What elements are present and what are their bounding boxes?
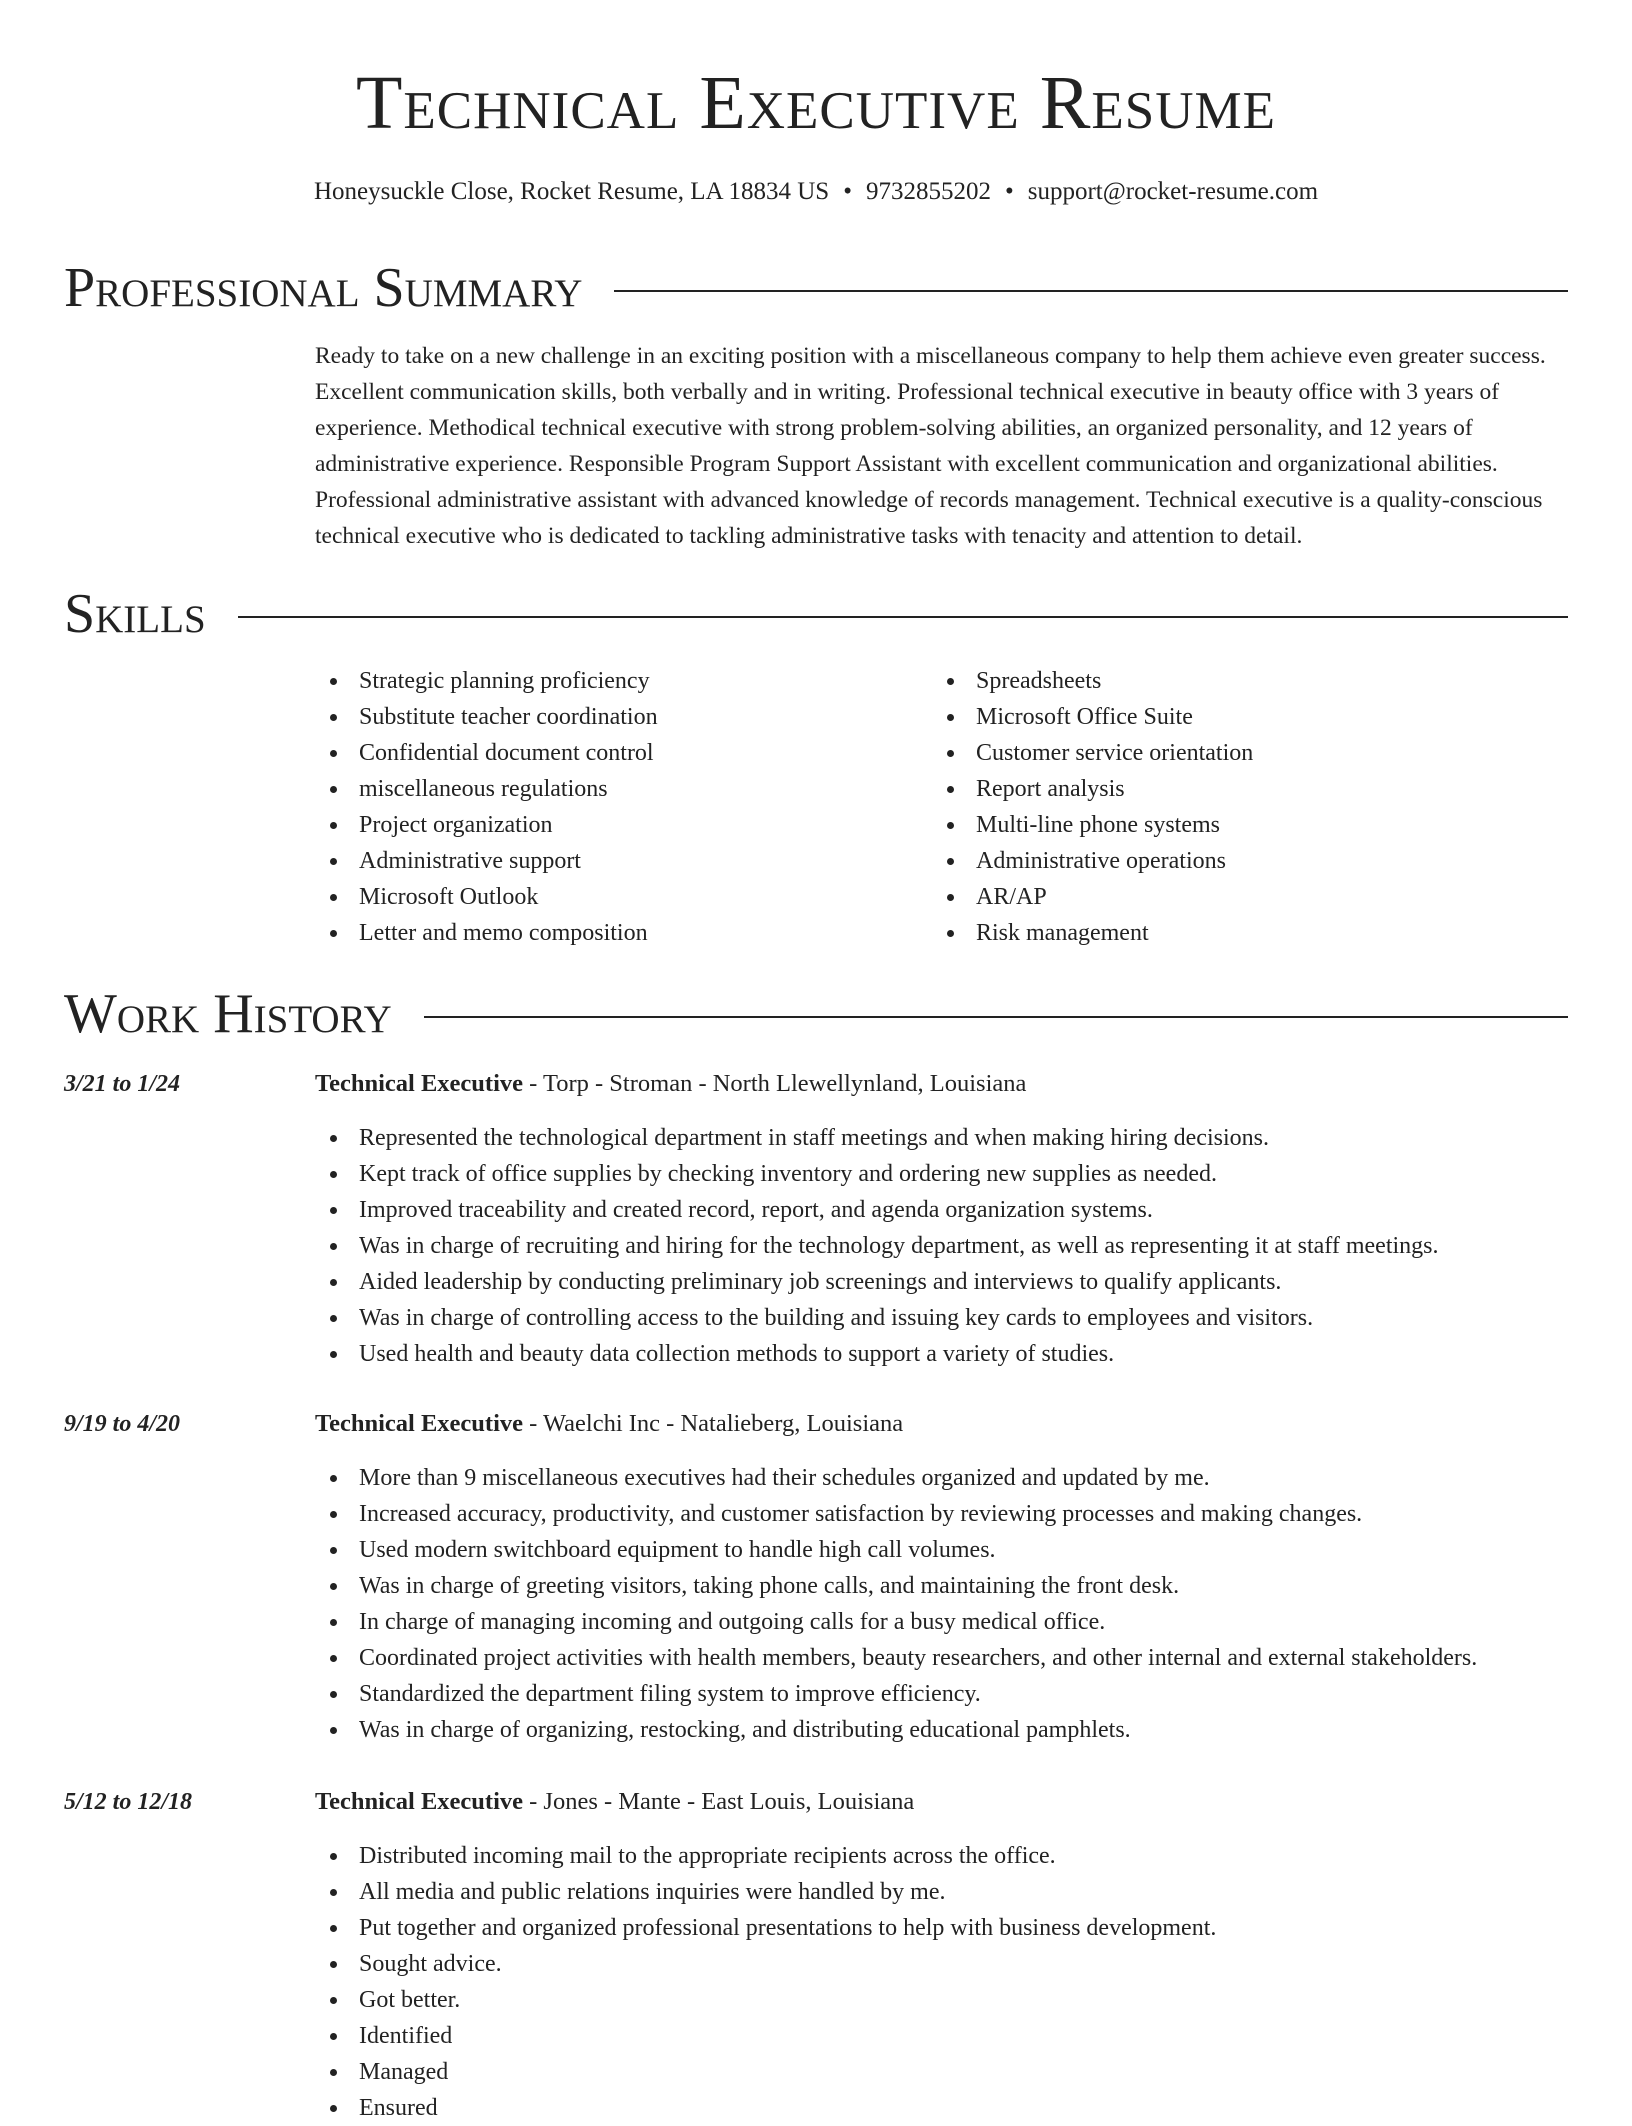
skills-column-left [315,663,915,951]
contact-address: Honeysuckle Close, Rocket Resume, LA 18834 US [313,178,830,205]
skill-item: Substitute teacher coordination [315,699,915,735]
job-bullet: Used health and beauty data collection methods to support a variety of studies. [315,1336,1575,1372]
job-bullet: Distributed incoming mail to the appropriate recipients across the office. [315,1838,1575,1874]
job-bullet: Identified [315,2018,1575,2054]
skill-item: Strategic planning proficiency [315,663,915,699]
job-bullets [315,1838,1575,2126]
job-title: Technical Executive [315,1410,524,1437]
skill-item: miscellaneous regulations [315,771,915,807]
skills-column-right [932,663,1532,951]
section-heading: Work History [64,983,392,1045]
skill-item: Spreadsheets [932,663,1532,699]
skills-list [315,663,915,951]
skill-item: Administrative operations [932,843,1532,879]
section-divider [424,1016,1568,1018]
job-employer: - Jones - Mante - East Louis, Louisiana [523,1788,915,1815]
job-title: Technical Executive [315,1070,524,1097]
job-title: Technical Executive [315,1788,524,1815]
skill-item: Project organization [315,807,915,843]
job-bullet: Was in charge of recruiting and hiring for the technology department, as well as representing it at staff meetings. [315,1228,1575,1264]
job-bullet: Used modern switchboard equipment to handle high call volumes. [315,1532,1575,1568]
skill-item: Risk management [932,915,1532,951]
skill-item: Administrative support [315,843,915,879]
section-skills [64,582,1568,646]
summary-text: Ready to take on a new challenge in an exciting position with a miscellaneous company to help them achieve even greater success. Excellent communication skills, both verbally and in writing. Professional technical executive in beauty office with 3 years of experience. Methodical technical executive with strong problem-solving abilities, an organized personality, and 12 years of administrative experience. Responsible Program Support Assistant with excellent communication and organizational abilities. Professional administrative assistant with advanced knowledge of records management. Technical executive is a quality-conscious technical executive who is dedicated to tackling administrative tasks with tenacity and attention to detail. [315,343,1546,549]
job-dates: 9/19 to 4/20 [64,1411,181,1437]
job-bullet: Managed [315,2054,1575,2090]
section-divider [238,616,1568,618]
resume-title: Technical Executive Resume [355,61,1277,145]
skill-item: Report analysis [932,771,1532,807]
job-bullet: Increased accuracy, productivity, and customer satisfaction by reviewing processes and making changes. [315,1496,1575,1532]
job-bullet: Coordinated project activities with health members, beauty researchers, and other internal and external stakeholders. [315,1640,1575,1676]
contact-separator: • [1004,178,1014,205]
job-bullet: Kept track of office supplies by checking inventory and ordering new supplies as needed. [315,1156,1575,1192]
contact-separator: • [843,178,852,205]
job-bullet: Sought advice. [315,1946,1575,1982]
job-bullet: All media and public relations inquiries were handled by me. [315,1874,1575,1910]
job-employer: - Waelchi Inc - Natalieberg, Louisiana [523,1410,904,1437]
job-bullets [315,1460,1575,1748]
skills-list [932,663,1532,951]
job-bullet: More than 9 miscellaneous executives had their schedules organized and updated by me. [315,1460,1575,1496]
skill-item: Confidential document control [315,735,915,771]
job-bullet: Was in charge of controlling access to the building and issuing key cards to employees and visitors. [315,1300,1575,1336]
job-dates: 5/12 to 12/18 [64,1789,193,1815]
job-dates: 3/21 to 1/24 [64,1071,181,1097]
contact-email[interactable]: support@rocket-resume.com [1027,178,1319,205]
job-employer: - Torp - Stroman - North Llewellynland, Louisiana [523,1070,1027,1097]
job-bullet: In charge of managing incoming and outgoing calls for a busy medical office. [315,1604,1575,1640]
job-bullet: Got better. [315,1982,1575,2018]
job-bullet: Standardized the department filing system to improve efficiency. [315,1676,1575,1712]
section-divider [614,290,1568,292]
job-heading [315,1406,903,1442]
skill-item: Letter and memo composition [315,915,915,951]
job-heading [315,1066,1026,1102]
job-bullets [315,1120,1575,1372]
contact-phone[interactable]: 9732855202 [865,178,991,205]
section-professional-summary [64,256,1568,320]
job-bullet: Represented the technological department in staff meetings and when making hiring decisions. [315,1120,1575,1156]
skill-item: Customer service orientation [932,735,1532,771]
skill-item: Microsoft Outlook [315,879,915,915]
contact-line [0,174,1632,210]
job-bullet: Was in charge of greeting visitors, taking phone calls, and maintaining the front desk. [315,1568,1575,1604]
job-bullet: Put together and organized professional presentations to help with business development. [315,1910,1575,1946]
job-bullet: Improved traceability and created record, report, and agenda organization systems. [315,1192,1575,1228]
section-work-history [64,982,1568,1046]
job-bullet: Ensured [315,2090,1575,2126]
job-heading [315,1784,914,1820]
skill-item: Multi-line phone systems [932,807,1532,843]
skill-item: Microsoft Office Suite [932,699,1532,735]
skill-item: AR/AP [932,879,1532,915]
section-heading: Skills [64,583,206,645]
job-bullet: Aided leadership by conducting preliminary job screenings and interviews to qualify applicants. [315,1264,1575,1300]
section-heading: Professional Summary [64,257,583,319]
job-bullet: Was in charge of organizing, restocking, and distributing educational pamphlets. [315,1712,1575,1748]
